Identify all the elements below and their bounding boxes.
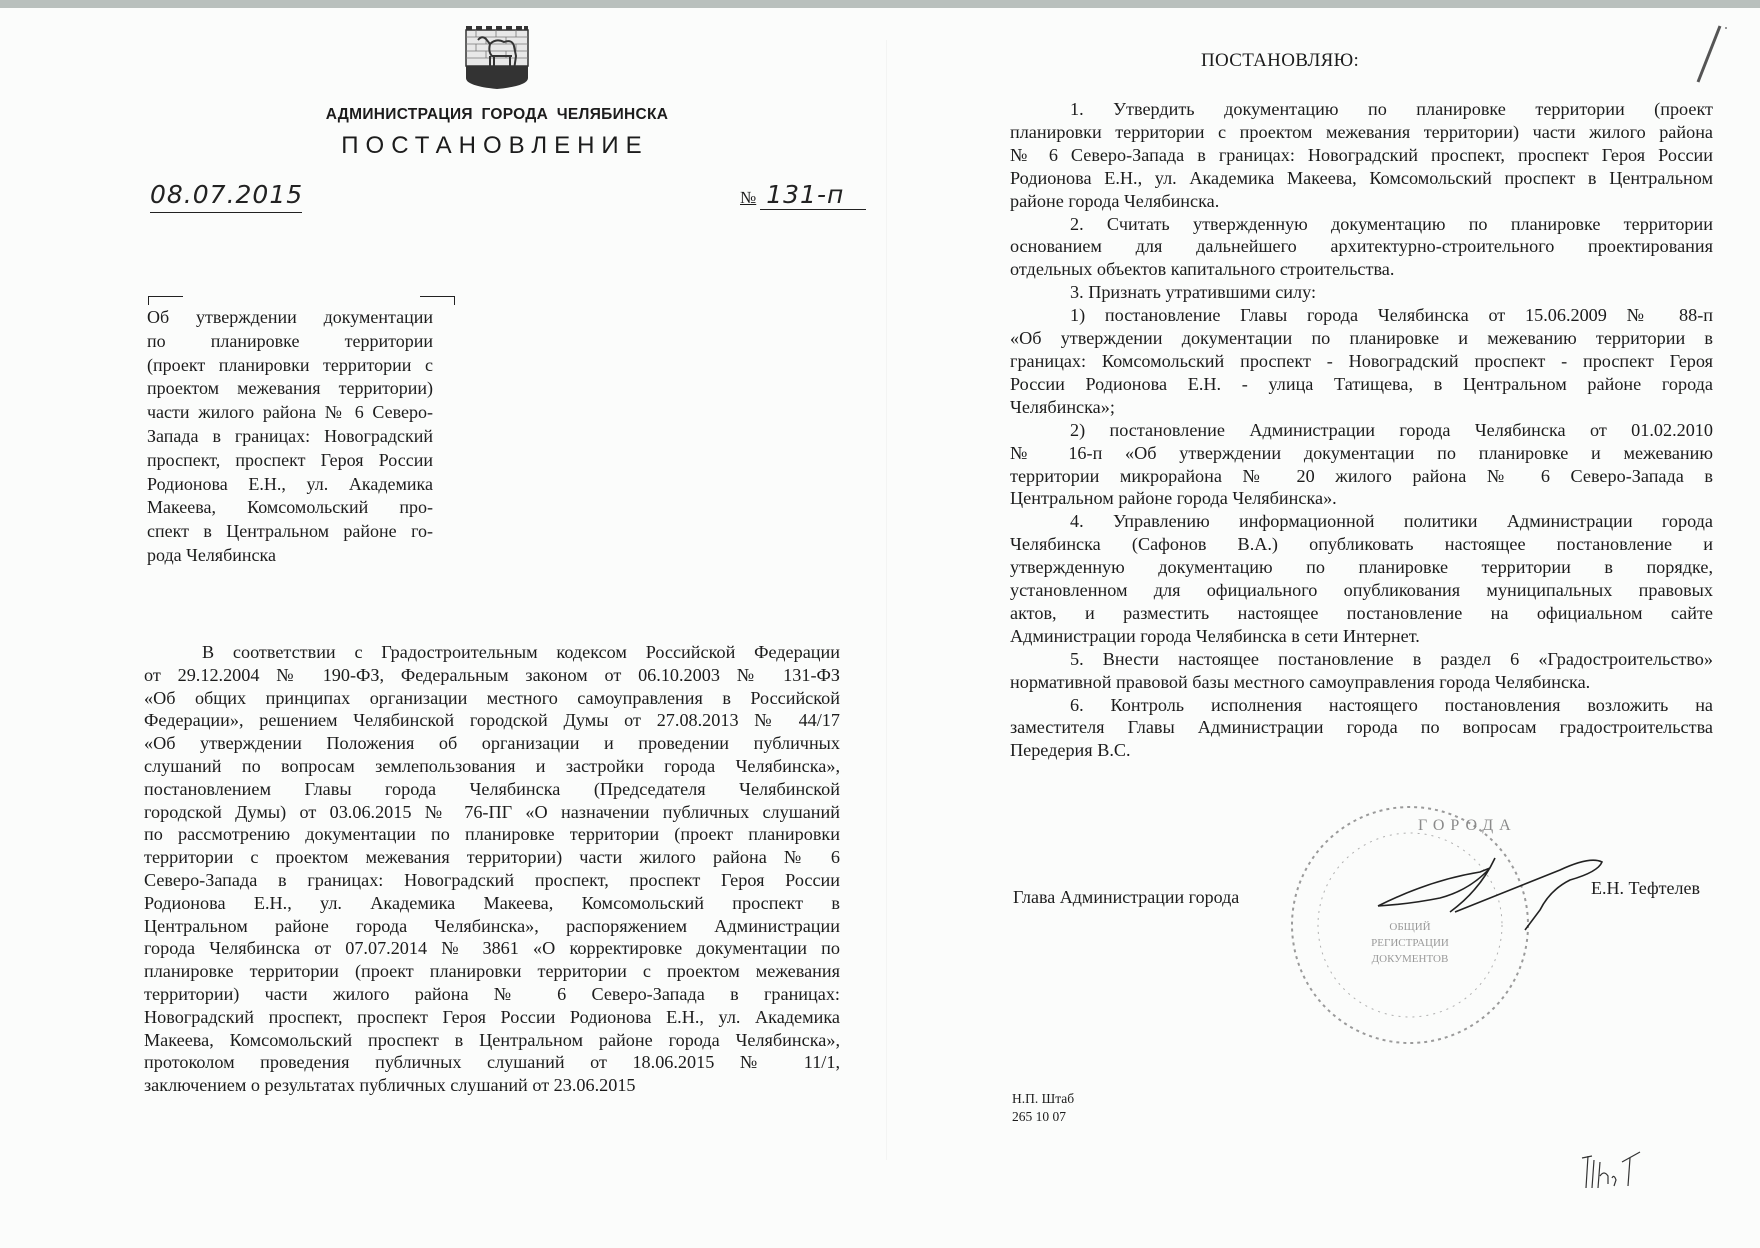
preamble-line: Родионова Е.Н., ул. Академика Макеева, Комсомольский проспект в bbox=[144, 892, 840, 913]
resolution-line: районе города Челябинска. bbox=[1010, 190, 1220, 211]
resolution-heading: ПОСТАНОВЛЯЮ: bbox=[1200, 50, 1360, 71]
preamble-paragraph bbox=[144, 641, 840, 1097]
preamble-line: территории) части жилого района № 6 Северо-Запада в границах: bbox=[144, 983, 840, 1004]
document-type-title: ПОСТАНОВЛЕНИЕ bbox=[341, 132, 649, 159]
preamble-line: от 29.12.2004 № 190-ФЗ, Федеральным законом от 06.10.2003 № 131-ФЗ bbox=[144, 664, 840, 685]
resolution-line: утвержденную документацию по планировке территории в порядке, bbox=[1010, 557, 1713, 578]
subject-line: спект в Центральном районе го- bbox=[147, 521, 433, 542]
stamp-line-3: ДОКУМЕНТОВ bbox=[1371, 953, 1449, 965]
resolution-line: нормативной правовой базы местного самоуправления города Челябинска. bbox=[1010, 671, 1591, 692]
preamble-line: «Об общих принципах организации местного самоуправления в Российской bbox=[144, 687, 840, 708]
resolution-line: актов, и разместить настоящее постановление на официальном сайте bbox=[1010, 602, 1713, 623]
preamble-line: В соответствии с Градостроительным кодексом Российской Федерации bbox=[202, 642, 840, 662]
preamble-line: протоколом проведения публичных слушаний от 18.06.2015 № 11/1, bbox=[144, 1052, 840, 1073]
preamble-line: по рассмотрению документации по планировке территории (проект планировки bbox=[144, 824, 840, 845]
page-fold-divider bbox=[886, 40, 887, 1160]
resolution-line: № 16-п «Об утверждении документации по планировке и межеванию bbox=[1010, 442, 1713, 463]
resolution-line: № 6 Северо-Запада в границах: Новоградский проспект, проспект Героя России bbox=[1010, 144, 1713, 165]
signer-position: Глава Администрации города bbox=[1013, 887, 1240, 907]
preamble-line: Центральном районе города Челябинска», распоряжением Администрации bbox=[144, 915, 840, 936]
preamble-line: территории с проектом межевания территории) части жилого района № 6 bbox=[144, 847, 840, 868]
document-date-field bbox=[150, 180, 302, 213]
preamble-line: заключением о результатах публичных слушаний от 23.06.2015 bbox=[144, 1075, 636, 1096]
signer-name: Е.Н. Тефтелев bbox=[1591, 878, 1701, 898]
preamble-line: планировке территории (проект планировки территории с проектом межевания bbox=[144, 961, 840, 982]
document-date: 08.07.2015 bbox=[150, 180, 304, 209]
stamp-line-1: ОБЩИЙ bbox=[1389, 921, 1431, 933]
subject-corner-right bbox=[420, 296, 455, 305]
stamp-text-top: ГОРОДА bbox=[1418, 817, 1517, 834]
resolution-line: 2) постановление Администрации города Челябинска от 01.02.2010 bbox=[1070, 419, 1713, 440]
resolution-line: «Об утверждении документации по планировке и межеванию территории в bbox=[1010, 328, 1713, 349]
preamble-line: города Челябинска от 07.07.2014 № 3861 «О корректировке документации по bbox=[144, 938, 840, 959]
resolution-line: России Родионова Е.Н. - улица Татищева, в Центральном районе города bbox=[1010, 373, 1713, 394]
number-sign: № bbox=[740, 188, 757, 207]
resolution-line: 2. Считать утвержденную документацию по планировке территории bbox=[1070, 213, 1713, 234]
document-subject bbox=[147, 306, 433, 568]
subject-line: проектом межевания территории) bbox=[147, 378, 433, 399]
resolution-line: Администрации города Челябинска в сети Интернет. bbox=[1010, 625, 1420, 646]
stamp-line-2: РЕГИСТРАЦИИ bbox=[1371, 937, 1449, 949]
preamble-line: Федерации», решением Челябинской городской Думы от 27.08.2013 № 44/17 bbox=[144, 710, 840, 731]
executor-phone: 265 10 07 bbox=[1012, 1109, 1066, 1124]
resolution-line: Челябинска»; bbox=[1010, 396, 1115, 417]
resolution-line: 1) постановление Главы города Челябинска от 15.06.2009 № 88-п bbox=[1070, 305, 1713, 326]
subject-line: Макеева, Комсомольский про- bbox=[147, 497, 433, 518]
margin-pen-mark bbox=[1690, 20, 1730, 90]
preamble-line: Северо-Запада в границах: Новоградский проспект, проспект Героя России bbox=[144, 869, 840, 890]
subject-line: по планировке территории bbox=[147, 330, 433, 351]
resolution-line: территории микрорайона № 20 жилого района № 6 Северо-Запада в bbox=[1010, 465, 1713, 486]
subject-line: проспект, проспект Героя России bbox=[147, 449, 433, 470]
resolution-line: установленном для официального опубликования муниципальных правовых bbox=[1010, 580, 1713, 601]
subject-line: части жилого района № 6 Северо- bbox=[147, 402, 433, 423]
organization-name: АДМИНИСТРАЦИЯ ГОРОДА ЧЕЛЯБИНСКА bbox=[325, 106, 669, 123]
executor-name: Н.П. Штаб bbox=[1012, 1091, 1075, 1106]
preamble-line: слушаний по вопросам землепользования и застройки города Челябинска», bbox=[144, 755, 840, 776]
resolution-line: Передерия В.С. bbox=[1010, 740, 1131, 761]
resolution-line: отдельных объектов капитального строительства. bbox=[1010, 259, 1395, 280]
resolution-line: Родионова Е.Н., ул. Академика Макеева, Комсомольский проспект в Центральном bbox=[1010, 167, 1713, 188]
resolution-line: планировки территории с проектом межевания территории) части жилого района bbox=[1010, 121, 1713, 142]
scan-top-edge bbox=[0, 0, 1760, 8]
handwritten-initials bbox=[1578, 1148, 1658, 1198]
subject-line: (проект планировки территории с bbox=[147, 354, 433, 375]
preamble-line: Новоградский проспект, проспект Героя России Родионова Е.Н., ул. Академика bbox=[144, 1006, 840, 1027]
resolution-line: Центральном районе города Челябинска». bbox=[1010, 488, 1337, 509]
resolution-line: границах: Комсомольский проспект - Новоградский проспект - проспект Героя bbox=[1010, 350, 1713, 371]
resolution-line: 3. Признать утратившими силу: bbox=[1070, 282, 1317, 303]
resolution-line: 5. Внести настоящее постановление в раздел 6 «Градостроительство» bbox=[1070, 648, 1713, 669]
preamble-line: Макеева, Комсомольский проспект в Центральном районе города Челябинска», bbox=[144, 1029, 840, 1050]
resolution-line: 4. Управлению информационной политики Администрации города bbox=[1070, 511, 1713, 532]
preamble-line: «Об утверждении Положения об организации и проведении публичных bbox=[144, 733, 840, 754]
preamble-line: постановлением Главы города Челябинска (Председателя Челябинской bbox=[144, 778, 840, 799]
subject-corner-left bbox=[148, 296, 183, 305]
resolution-line: 1. Утвердить документацию по планировке территории (проект bbox=[1070, 99, 1713, 119]
document-number-field bbox=[740, 180, 866, 210]
subject-line: Запада в границах: Новоградский bbox=[147, 425, 433, 446]
subject-line: Об утверждении документации bbox=[147, 307, 433, 327]
resolution-line: основанием для дальнейшего архитектурно-строительного проектирования bbox=[1010, 236, 1713, 257]
subject-line: Родионова Е.Н., ул. Академика bbox=[147, 473, 433, 494]
handwritten-signature bbox=[1370, 850, 1620, 940]
preamble-line: городской Думы) от 03.06.2015 № 76-ПГ «О назначении публичных слушаний bbox=[144, 801, 840, 822]
executor-info bbox=[1012, 1090, 1074, 1126]
resolution-line: заместителя Главы Администрации города по вопросам градостроительства bbox=[1010, 717, 1713, 738]
resolution-items bbox=[1010, 98, 1713, 762]
subject-line: рода Челябинска bbox=[147, 544, 276, 565]
chelyabinsk-coat-of-arms-icon bbox=[464, 26, 530, 90]
resolution-line: 6. Контроль исполнения настоящего постановления возложить на bbox=[1070, 694, 1713, 715]
document-number: 131-п bbox=[760, 180, 866, 210]
resolution-line: Челябинска (Сафонов В.А.) опубликовать настоящее постановление и bbox=[1010, 534, 1713, 555]
